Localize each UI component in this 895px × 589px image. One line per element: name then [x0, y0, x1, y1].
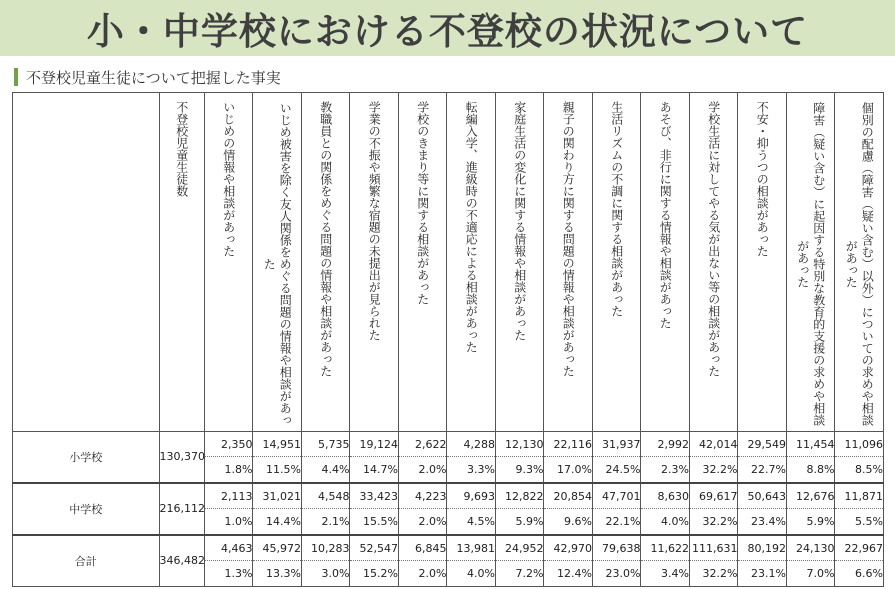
percent-cell: 17.0% [544, 457, 593, 483]
column-header-cell [738, 93, 787, 432]
column-header-cell [447, 93, 496, 432]
percent-cell: 7.2% [495, 561, 544, 587]
count-cell: 11,871 [835, 483, 884, 509]
count-cell: 111,631 [689, 535, 738, 561]
count-cell: 12,676 [786, 483, 835, 509]
percent-cell: 4.5% [447, 509, 496, 535]
count-cell: 20,854 [544, 483, 593, 509]
count-cell: 45,972 [253, 535, 302, 561]
count-cell: 9,693 [447, 483, 496, 509]
count-cell: 13,981 [447, 535, 496, 561]
percent-cell: 4.4% [301, 457, 350, 483]
column-header-label: 家庭生活の変化に関する情報や相談があった [512, 101, 527, 341]
percent-cell: 1.8% [204, 457, 253, 483]
row-total: 346,482 [159, 535, 204, 587]
column-header-cell [350, 93, 399, 432]
percent-cell: 15.2% [350, 561, 399, 587]
header-row [13, 93, 884, 432]
percent-cell: 5.9% [786, 509, 835, 535]
row-total: 216,112 [159, 483, 204, 535]
percent-cell: 14.4% [253, 509, 302, 535]
count-cell: 4,288 [447, 432, 496, 457]
count-cell: 12,822 [495, 483, 544, 509]
percent-cell: 2.3% [641, 457, 690, 483]
column-header-cell [641, 93, 690, 432]
statistics-table [12, 92, 884, 587]
count-cell: 2,622 [398, 432, 447, 457]
percent-cell: 24.5% [592, 457, 641, 483]
column-header-cell [253, 93, 302, 432]
count-cell: 8,630 [641, 483, 690, 509]
count-cell: 31,937 [592, 432, 641, 457]
percent-cell: 4.0% [447, 561, 496, 587]
count-cell: 2,113 [204, 483, 253, 509]
percent-cell: 32.2% [689, 561, 738, 587]
row-label: 合計 [13, 535, 160, 587]
column-header-cell [495, 93, 544, 432]
column-header-cell [301, 93, 350, 432]
percent-cell: 23.0% [592, 561, 641, 587]
percent-cell: 7.0% [786, 561, 835, 587]
percent-cell: 2.0% [398, 561, 447, 587]
column-header-label: 学業の不振や頻繁な宿題の未提出が見られた [367, 101, 382, 341]
count-cell: 11,096 [835, 432, 884, 457]
count-cell: 4,548 [301, 483, 350, 509]
percent-cell: 12.4% [544, 561, 593, 587]
percent-cell: 15.5% [350, 509, 399, 535]
column-header-label: 生活リズムの不調に関する相談があった [609, 101, 624, 317]
total-header-label: 不登校児童生徒数 [174, 101, 189, 197]
column-header-label: 個別の配慮（障害（疑い含む）以外）についての求めや相談があった [844, 102, 875, 426]
percent-cell: 3.4% [641, 561, 690, 587]
column-header-label: 不安・抑うつの相談があった [755, 101, 770, 257]
count-cell: 10,283 [301, 535, 350, 561]
count-cell: 12,130 [495, 432, 544, 457]
count-cell: 2,350 [204, 432, 253, 457]
count-cell: 4,463 [204, 535, 253, 561]
count-cell: 11,454 [786, 432, 835, 457]
percent-cell: 5.5% [835, 509, 884, 535]
heading-accent-bar [14, 68, 18, 86]
column-header-label: 学校生活に対してやる気が出ない等の相談があった [706, 101, 721, 377]
row-total: 130,370 [159, 432, 204, 483]
count-row [13, 432, 884, 457]
count-cell: 29,549 [738, 432, 787, 457]
percent-cell: 9.3% [495, 457, 544, 483]
percent-cell: 1.3% [204, 561, 253, 587]
count-cell: 4,223 [398, 483, 447, 509]
column-header-label: あそび、非行に関する情報や相談があった [658, 101, 673, 329]
column-header-cell [786, 93, 835, 432]
percent-cell: 5.9% [495, 509, 544, 535]
section-heading [14, 67, 281, 87]
count-row [13, 535, 884, 561]
total-header-cell [159, 93, 204, 432]
percent-cell: 22.7% [738, 457, 787, 483]
column-header-label: いじめ被害を除く友人関係をめぐる問題の情報や相談があった [262, 102, 293, 426]
count-cell: 33,423 [350, 483, 399, 509]
count-cell: 11,622 [641, 535, 690, 561]
percent-cell: 8.5% [835, 457, 884, 483]
column-header-label: いじめの情報や相談があった [221, 101, 236, 257]
column-header-cell [592, 93, 641, 432]
column-header-cell [544, 93, 593, 432]
count-cell: 52,547 [350, 535, 399, 561]
percent-cell: 22.1% [592, 509, 641, 535]
count-cell: 47,701 [592, 483, 641, 509]
section-heading-text: 不登校児童生徒について把握した事実 [26, 68, 281, 87]
percent-cell: 32.2% [689, 509, 738, 535]
count-cell: 14,951 [253, 432, 302, 457]
percent-cell: 2.0% [398, 457, 447, 483]
column-header-label: 障害（疑い含む）に起因する特別な教育的支援の求めや相談があった [795, 102, 826, 426]
column-header-cell [398, 93, 447, 432]
count-cell: 42,970 [544, 535, 593, 561]
percent-cell: 11.5% [253, 457, 302, 483]
count-cell: 19,124 [350, 432, 399, 457]
count-cell: 69,617 [689, 483, 738, 509]
count-cell: 6,845 [398, 535, 447, 561]
column-header-cell [204, 93, 253, 432]
count-cell: 24,952 [495, 535, 544, 561]
column-header-label: 学校のきまり等に関する相談があった [415, 101, 430, 305]
percent-cell: 13.3% [253, 561, 302, 587]
percent-cell: 23.4% [738, 509, 787, 535]
count-cell: 5,735 [301, 432, 350, 457]
count-cell: 22,967 [835, 535, 884, 561]
count-cell: 22,116 [544, 432, 593, 457]
percent-cell: 2.1% [301, 509, 350, 535]
count-cell: 42,014 [689, 432, 738, 457]
percent-cell: 32.2% [689, 457, 738, 483]
percent-cell: 3.3% [447, 457, 496, 483]
column-header-cell [835, 93, 884, 432]
row-label: 中学校 [13, 483, 160, 535]
count-cell: 24,130 [786, 535, 835, 561]
column-header-label: 親子の関わり方に関する問題の情報や相談があった [561, 101, 576, 377]
percent-cell: 3.0% [301, 561, 350, 587]
percent-cell: 14.7% [350, 457, 399, 483]
title-banner [0, 0, 895, 56]
column-header-cell [689, 93, 738, 432]
corner-cell [13, 93, 160, 432]
count-cell: 79,638 [592, 535, 641, 561]
percent-cell: 4.0% [641, 509, 690, 535]
percent-cell: 8.8% [786, 457, 835, 483]
percent-cell: 9.6% [544, 509, 593, 535]
column-header-label: 転編入学、進級時の不適応による相談があった [464, 101, 479, 353]
count-cell: 2,992 [641, 432, 690, 457]
percent-cell: 23.1% [738, 561, 787, 587]
count-row [13, 483, 884, 509]
row-label: 小学校 [13, 432, 160, 483]
percent-cell: 2.0% [398, 509, 447, 535]
count-cell: 50,643 [738, 483, 787, 509]
percent-cell: 6.6% [835, 561, 884, 587]
count-cell: 31,021 [253, 483, 302, 509]
count-cell: 80,192 [738, 535, 787, 561]
page-title: 小・中学校における不登校の状況について [86, 10, 809, 53]
column-header-label: 教職員との関係をめぐる問題の情報や相談があった [318, 101, 333, 377]
percent-cell: 1.0% [204, 509, 253, 535]
